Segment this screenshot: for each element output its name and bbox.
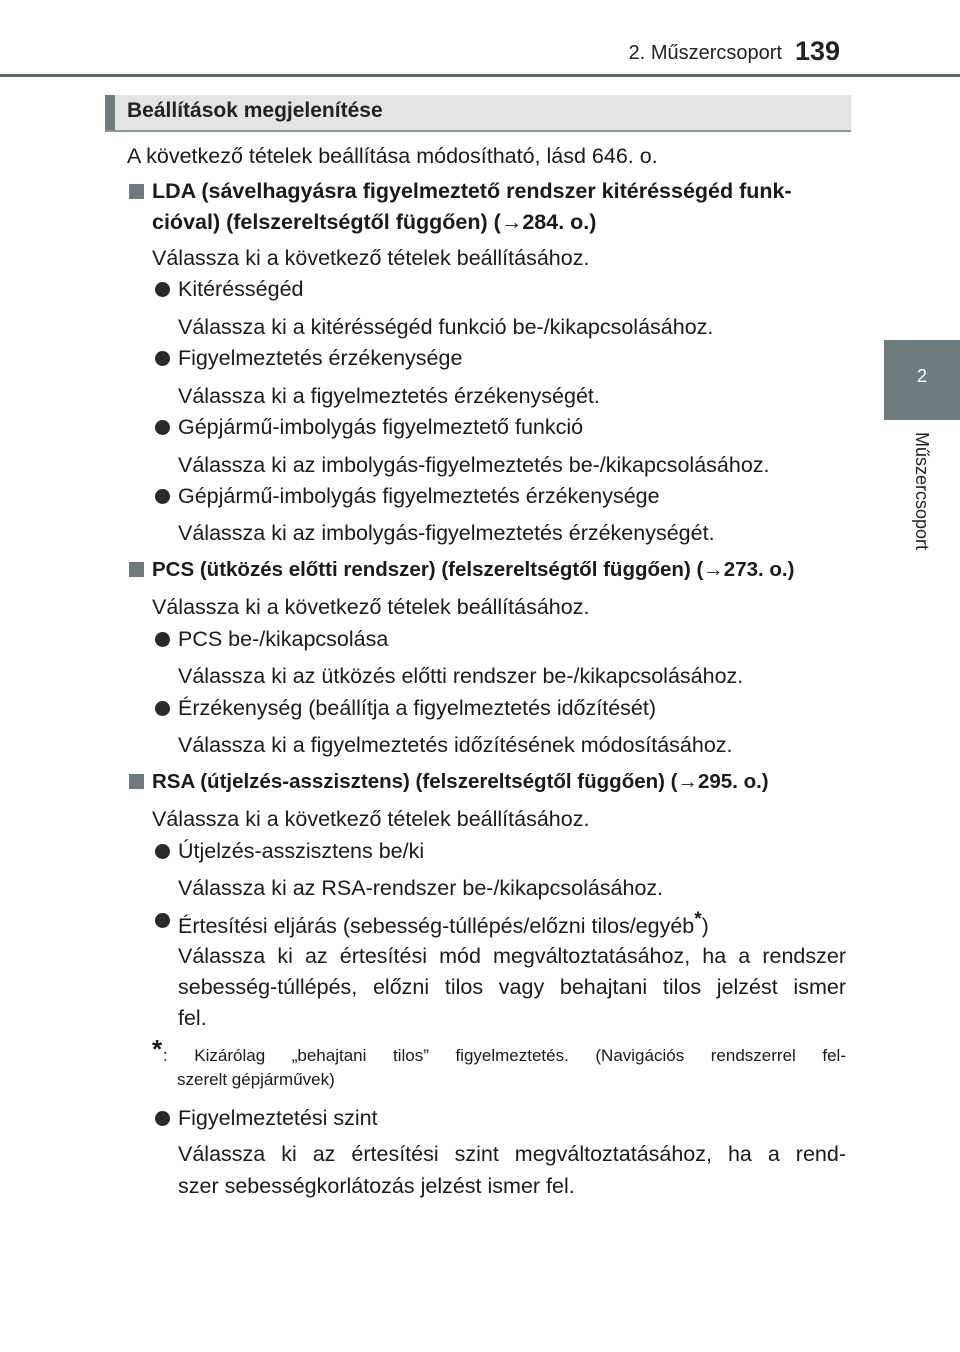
pcs-heading: PCS (ütközés előtti rendszer) (felszereltségtől függően) (→273. o.) [152, 558, 795, 581]
dot-bullet-icon [155, 351, 170, 366]
lda-item-label: Kitérésségéd [178, 277, 304, 301]
rsa-item-label: Figyelmeztetési szint [178, 1106, 378, 1130]
rsa-item-desc: fel. [178, 1006, 207, 1030]
lda-item-label: Gépjármű-imbolygás figyelmeztetés érzékenysége [178, 484, 660, 508]
footnote-text: szerelt gépjárművek) [177, 1070, 335, 1089]
lda-page-ref[interactable]: 284. o.) [522, 210, 597, 234]
rsa-item-desc: szer sebességkorlátozás jelzést ismer fel. [178, 1174, 575, 1198]
header-rule [0, 74, 960, 77]
dot-bullet-icon [155, 632, 170, 647]
pcs-select-text: Válassza ki a következő tételek beállításához. [152, 595, 590, 619]
section-title: Beállítások megjelenítése [127, 99, 383, 122]
chapter-tab-number: 2 [916, 366, 927, 386]
lda-item-desc: Válassza ki az imbolygás-figyelmeztetés érzékenységét. [178, 521, 715, 545]
dot-bullet-icon [155, 844, 170, 859]
rsa-item-label: Útjelzés-asszisztens be/ki [178, 839, 425, 863]
dot-bullet-icon [155, 701, 170, 716]
rsa-item-label: Értesítési eljárás (sebesség-túllépés/előzni tilos/egyéb*) [178, 909, 709, 939]
square-bullet-icon [129, 562, 144, 577]
lda-item-desc: Válassza ki a figyelmeztetés érzékenységét. [178, 384, 600, 408]
rsa-item-desc: Válassza ki az RSA-rendszer be-/kikapcsolásához. [178, 876, 664, 900]
rsa-item-desc: Válassza ki az értesítési mód megváltoztatásához, ha a rendszer [178, 944, 846, 968]
pcs-item-label: Érzékenység (beállítja a figyelmeztetés időzítését) [178, 696, 657, 720]
pcs-page-ref[interactable]: 273. o.) [723, 558, 795, 581]
footnote-marker: * [694, 909, 702, 930]
square-bullet-icon [129, 184, 144, 199]
lda-item-label: Figyelmeztetés érzékenysége [178, 346, 463, 370]
dot-bullet-icon [155, 282, 170, 297]
section-header-bar [105, 95, 115, 130]
rsa-heading: RSA (útjelzés-asszisztens) (felszereltségtől függően) (→295. o.) [152, 770, 769, 793]
header-chapter-title: 2. Műszercsoport [628, 42, 782, 64]
square-bullet-icon [129, 774, 144, 789]
lda-item-label: Gépjármű-imbolygás figyelmeztető funkció [178, 415, 584, 439]
lda-heading-line1: LDA (sávelhagyásra figyelmeztető rendszer kitérésségéd funk- [152, 179, 792, 203]
rsa-item-desc: sebesség-túllépés, előzni tilos vagy behajtani tilos jelzést ismer [178, 975, 846, 999]
pcs-item-label: PCS be-/kikapcsolása [178, 627, 389, 651]
dot-bullet-icon [155, 420, 170, 435]
lda-item-desc: Válassza ki az imbolygás-figyelmeztetés be-/kikapcsolásához. [178, 453, 770, 477]
dot-bullet-icon [155, 1111, 170, 1126]
pcs-item-desc: Válassza ki az ütközés előtti rendszer be-/kikapcsolásához. [178, 664, 744, 688]
chapter-tab-label: Műszercsoport [912, 432, 932, 551]
intro-text: A következő tételek beállítása módosítható, lásd 646. o. [127, 144, 658, 168]
rsa-select-text: Válassza ki a következő tételek beállításához. [152, 807, 590, 831]
lda-select-text: Válassza ki a következő tételek beállításához. [152, 246, 590, 270]
footnote-star: * [152, 1034, 163, 1064]
dot-bullet-icon [155, 913, 170, 928]
section-header [105, 95, 851, 132]
arrow-icon: → [500, 210, 523, 234]
lda-item-desc: Válassza ki a kitérésségéd funkció be-/kikapcsolásához. [178, 315, 714, 339]
rsa-item-desc: Válassza ki az értesítési szint megváltoztatásához, ha a rend- [178, 1142, 846, 1166]
arrow-icon: → [677, 770, 698, 793]
pcs-item-desc: Válassza ki a figyelmeztetés időzítésének módosításához. [178, 733, 733, 757]
chapter-tab[interactable] [884, 340, 960, 420]
page-number: 139 [795, 36, 841, 66]
footnote-text: : Kizárólag „behajtani tilos” figyelmeztetés. (Navigációs rendszerrel fel- [163, 1046, 846, 1065]
rsa-page-ref[interactable]: 295. o.) [698, 770, 769, 793]
lda-heading-line2: cióval) (felszereltségtől függően) (→284. o.) [152, 210, 597, 234]
dot-bullet-icon [155, 489, 170, 504]
arrow-icon: → [703, 558, 724, 581]
